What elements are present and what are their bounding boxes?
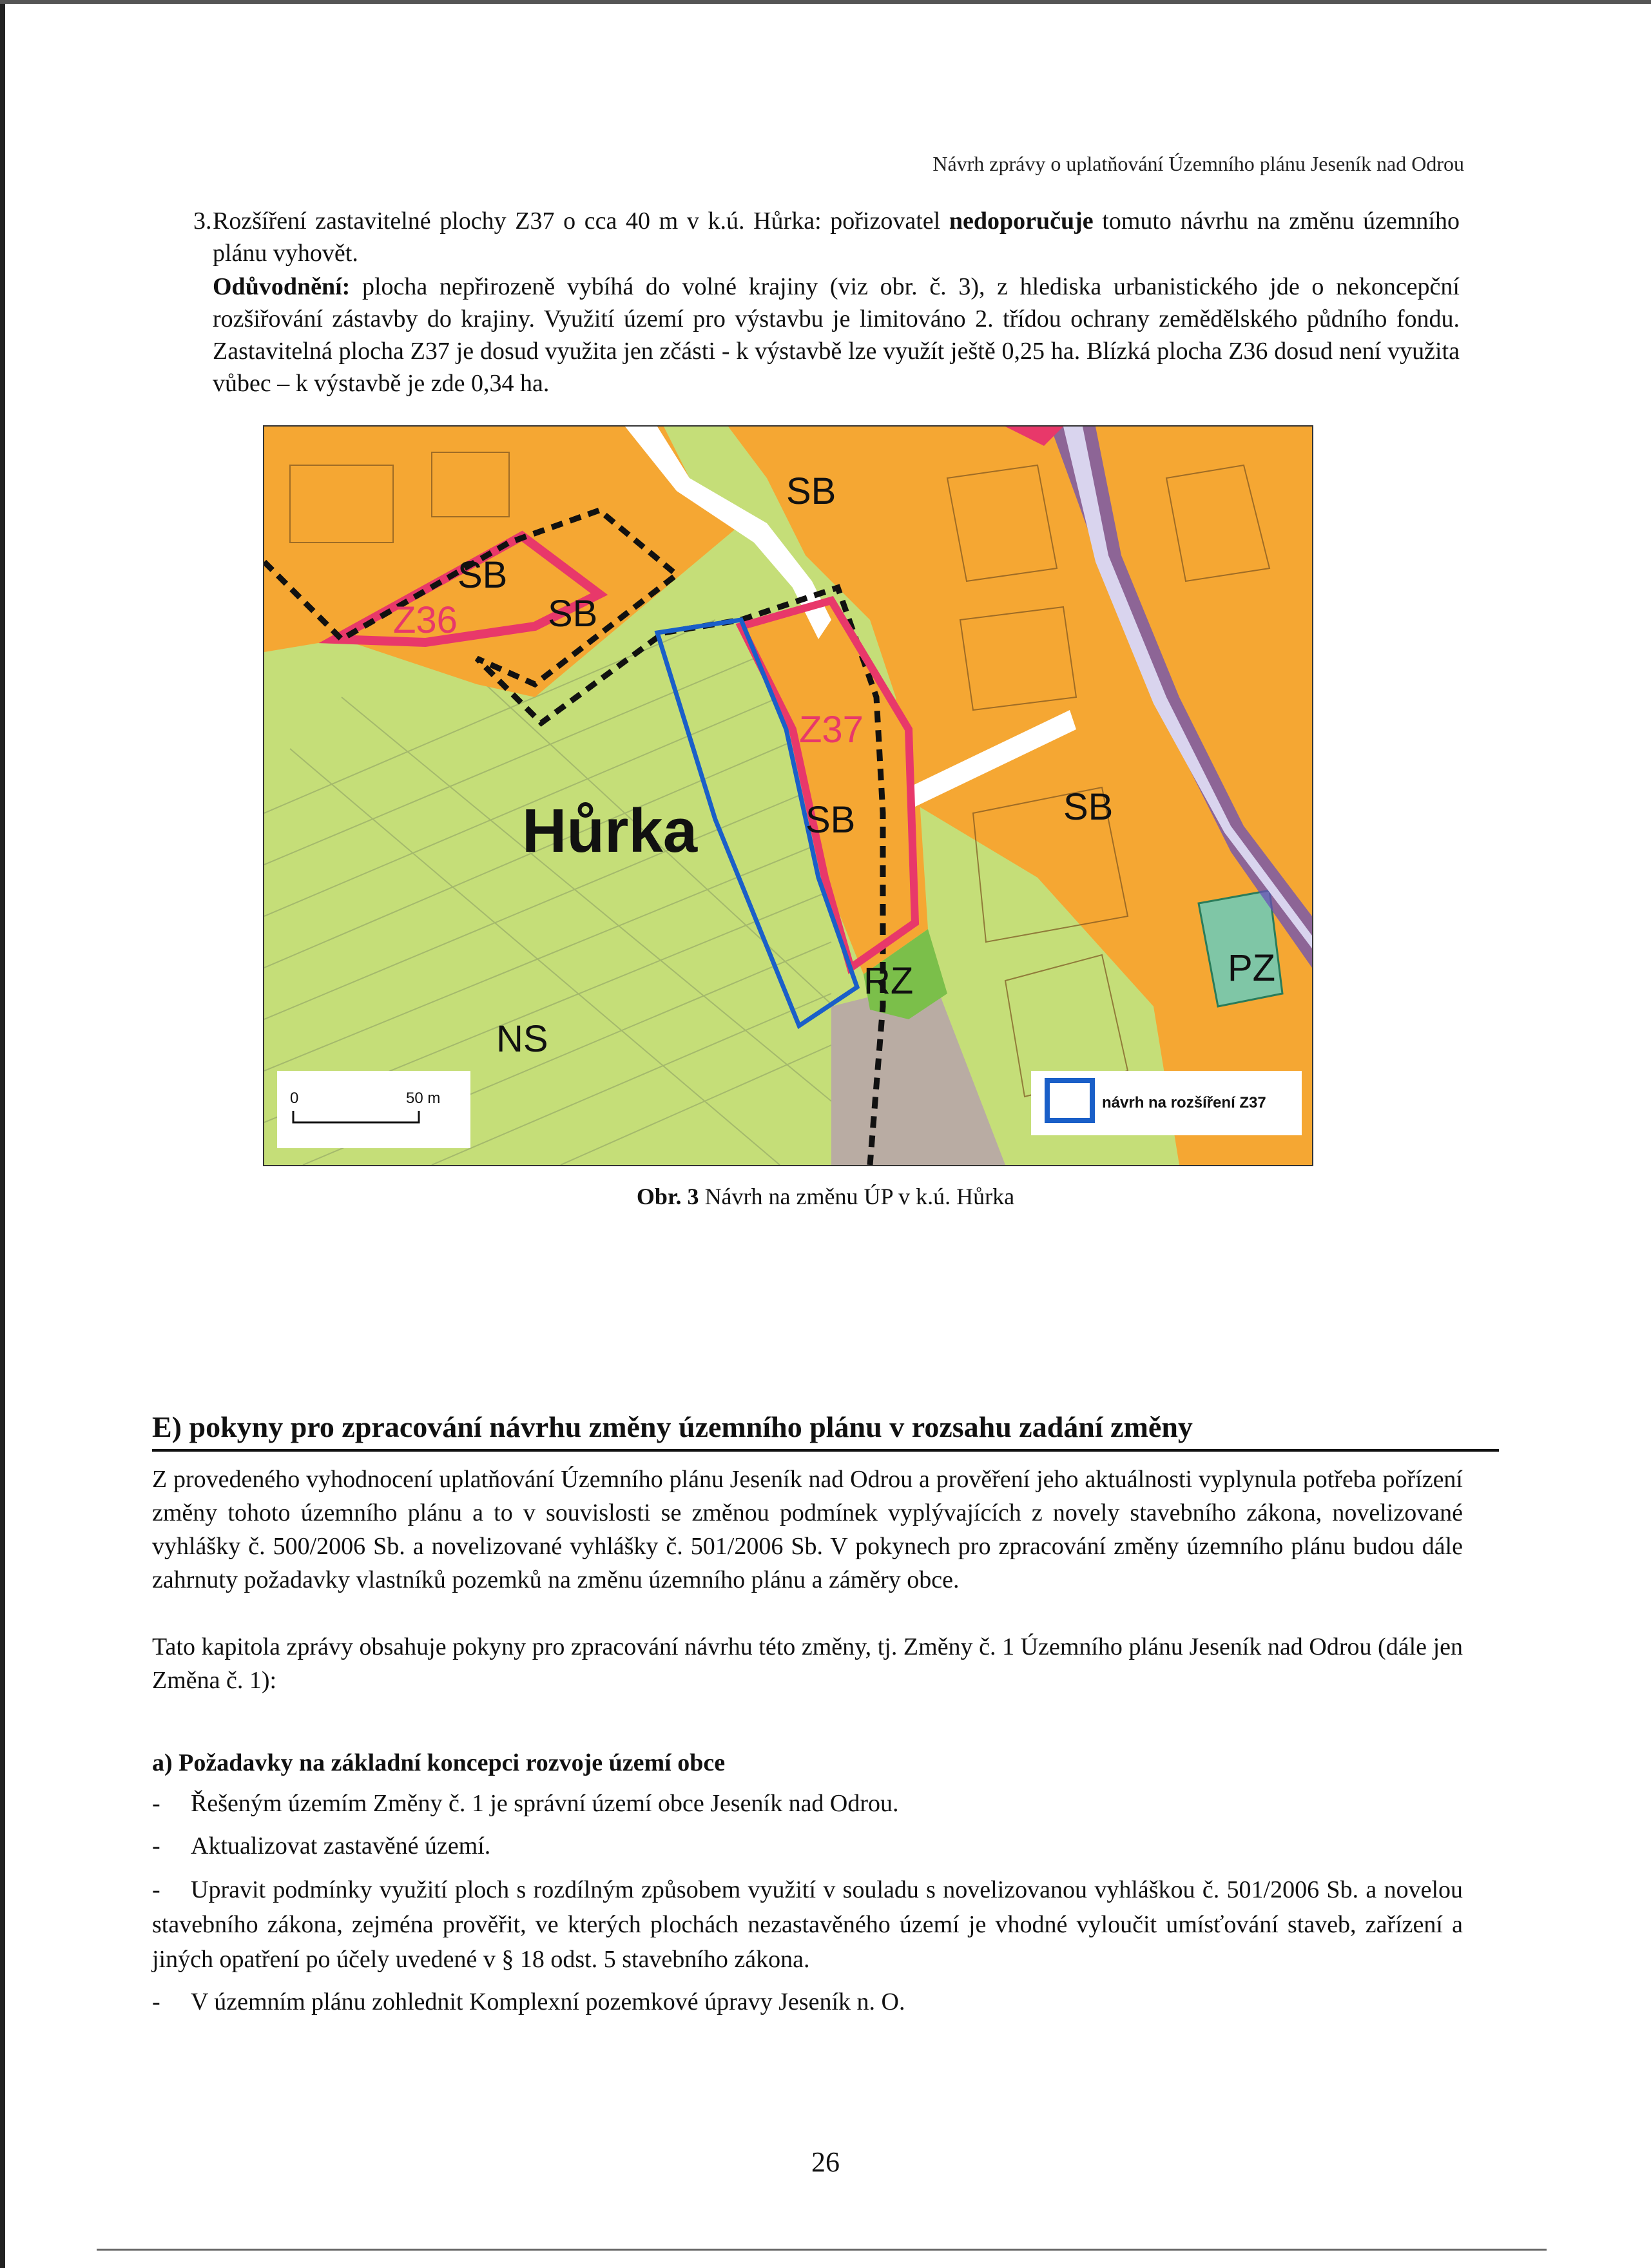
caption-label: Obr. 3: [636, 1184, 699, 1209]
bullet-dash: -: [152, 1832, 160, 1860]
item-3-bold: nedoporučuje: [949, 207, 1094, 235]
item-3-text-end: tomuto návrhu na změnu územního plánu vyhovět.: [213, 207, 1460, 267]
list-item: [152, 1984, 1463, 2019]
label-rz: RZ: [864, 960, 914, 1002]
list-item: [152, 1786, 1463, 1821]
scale-box: [277, 1071, 470, 1148]
figure-caption: [0, 1183, 1651, 1210]
scan-line: [97, 2249, 1547, 2251]
item-3-text: Rozšíření zastavitelné plochy Z37 o cca 40 m v k.ú. Hůrka: pořizovatel: [213, 207, 949, 235]
bullet-dash: -: [152, 1876, 160, 1903]
zoning-map: [263, 425, 1313, 1166]
bullet-dash: -: [152, 1790, 160, 1817]
section-e-title: E) pokyny pro zpracování návrhu změny územního plánu v rozsahu zadání změny: [152, 1410, 1499, 1452]
section-e-paragraph-1: Z provedeného vyhodnocení uplatňování Územního plánu Jeseník nad Odrou a prověření jeho aktuálnosti vyplynula potřeba pořízení změny tohoto územního plánu a to v souvislosti se změnou podmínek vyplývajících z novely stavebního zákona, novelizované vyhlášky č. 500/2006 Sb. a novelizované vyhlášky č. 501/2006 Sb. V pokynech pro zpracování změny územního plánu budou dále zahrnuty požadavky vlastníků pozemků na změnu územního plánu a záměry obce.: [152, 1466, 1463, 1593]
section-e-paragraph-2: Tato kapitola zprávy obsahuje pokyny pro zpracování návrhu této změny, tj. Změny č. 1 Územního plánu Jeseník nad Odrou (dále jen Změna č. 1):: [152, 1633, 1463, 1694]
label-z37: Z37: [799, 709, 864, 751]
label-sb-right: SB: [1063, 786, 1114, 828]
scale-zero: 0: [290, 1090, 299, 1107]
label-sb-top: SB: [786, 470, 836, 512]
item-number: 3.: [193, 207, 212, 235]
item-3-paragraph: [193, 205, 1460, 269]
page-number: 26: [811, 2146, 840, 2178]
justification-label: Odůvodnění:: [213, 273, 351, 300]
scan-edge-top: [0, 0, 1651, 4]
scale-value: 50 m: [406, 1090, 441, 1107]
list-item: [152, 1829, 1463, 1863]
label-sb-z37: SB: [806, 799, 856, 841]
bullet-text: V územním plánu zohlednit Komplexní pozemkové úpravy Jeseník n. O.: [191, 1988, 905, 2015]
bullet-text: Upravit podmínky využití ploch s rozdílným způsobem využití v souladu s novelizovanou vyhláškou č. 501/2006 Sb. a novelou stavebního zákona, zejména prověřit, ve kterých plochách nezastavěného území je vhodné vyloučit umísťování staveb, zařízení a jiných opatření po účely uvedené v § 18 odst. 5 stavebního zákona.: [152, 1876, 1463, 1973]
bullet-dash: -: [152, 1988, 160, 2015]
label-sb-z36: SB: [458, 554, 508, 596]
label-ns: NS: [496, 1018, 548, 1060]
subsection-a-title: a) Požadavky na základní koncepci rozvoje území obce: [152, 1749, 726, 1776]
justification-text: plocha nepřirozeně vybíhá do volné krajiny (viz obr. č. 3), z hlediska urbanistického jde o nekoncepční rozšiřování zástavby do krajiny. Využití území pro výstavbu je limitováno 2. třídou ochrany zemědělského půdního fondu. Zastavitelná plocha Z37 je dosud využita jen zčásti - k výstavbě lze využít ještě 0,25 ha. Blízká plocha Z36 dosud není využita vůbec – k výstavbě je zde 0,34 ha.: [213, 273, 1460, 397]
list-item: [152, 1872, 1463, 1977]
map-svg: [264, 427, 1312, 1165]
scan-edge-left: [0, 0, 5, 2268]
justification-paragraph: [213, 271, 1460, 399]
caption-text: Návrh na změnu ÚP v k.ú. Hůrka: [699, 1184, 1015, 1209]
label-pz: PZ: [1228, 947, 1276, 989]
running-header: Návrh zprávy o uplatňování Územního plánu Jeseník nad Odrou: [932, 152, 1464, 175]
label-hurka: Hůrka: [522, 796, 698, 865]
label-z36: Z36: [393, 599, 458, 641]
bullet-text: Řešeným územím Změny č. 1 je správní území obce Jeseník nad Odrou.: [191, 1790, 899, 1817]
label-sb-mid: SB: [548, 593, 598, 635]
legend-text: návrh na rozšíření Z37: [1102, 1094, 1266, 1111]
bullet-text: Aktualizovat zastavěné území.: [191, 1832, 491, 1860]
